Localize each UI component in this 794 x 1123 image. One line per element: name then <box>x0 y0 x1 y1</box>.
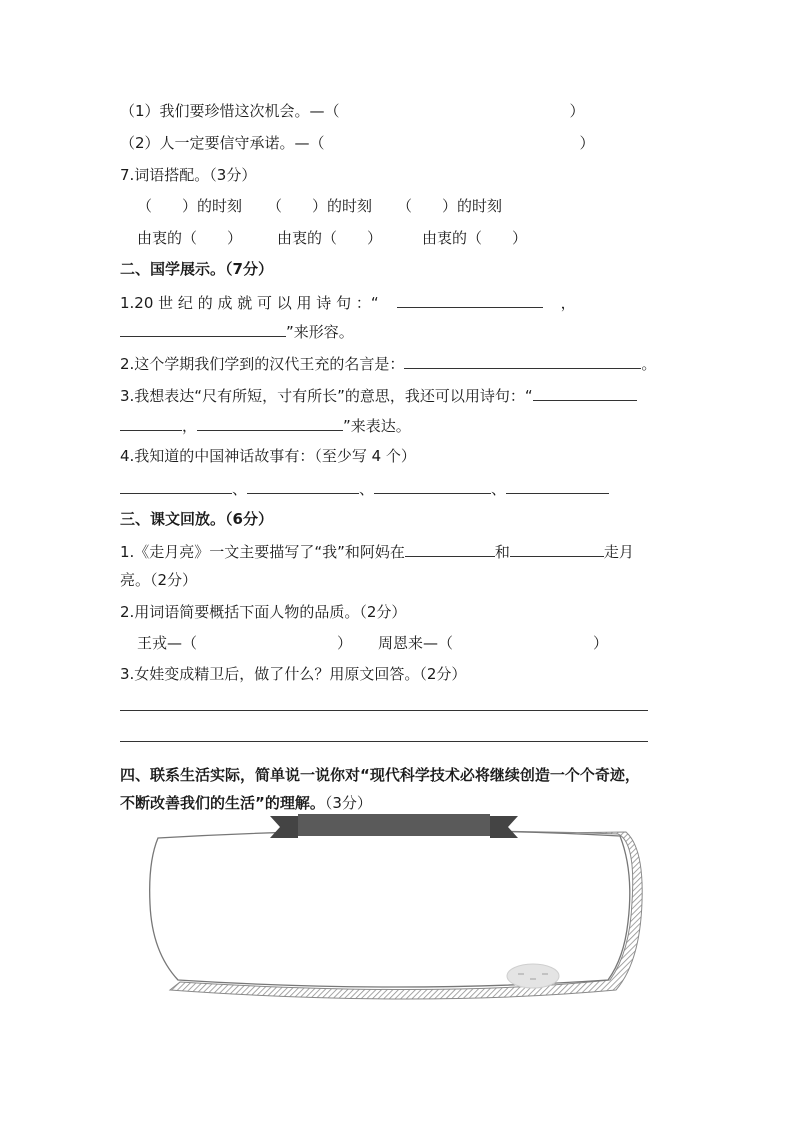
q7-title: 7.词语搭配。（3分） <box>120 166 257 184</box>
q6-item-1-close: ） <box>569 102 585 120</box>
s3-q1-and: 和 <box>494 543 510 561</box>
q7-row2-item-2[interactable]: 由衷的（ ） <box>277 229 383 247</box>
s2-q4-blank-2[interactable] <box>247 477 359 494</box>
s2-q3-text: 3.我想表达“尺有所短，寸有所长”的意思，我还可以用诗句：“ <box>120 387 533 405</box>
q6-item-2 <box>120 133 595 153</box>
s3-q2-zhouenlai: 周恩来—（ <box>378 634 454 652</box>
s2-q4-sep-2: 、 <box>359 480 375 498</box>
s3-q1-line-2: 亮。（2分） <box>120 571 198 589</box>
q6-item-1 <box>120 101 585 121</box>
s2-q3-suffix: ”来表达。 <box>343 417 411 435</box>
q7-row1-item-1[interactable]: （ ）的时刻 <box>137 197 243 215</box>
s2-q2-blank[interactable] <box>404 352 641 369</box>
s2-q4-blank-1[interactable] <box>120 477 232 494</box>
s3-q3: 3.女娃变成精卫后，做了什么？用原文回答。（2分） <box>120 665 467 683</box>
s2-q1-blank-1[interactable] <box>397 291 543 308</box>
s2-q1-blank-2[interactable] <box>120 320 286 337</box>
s2-q4-sep-3: 、 <box>491 480 507 498</box>
s2-q1-suffix: ”来形容。 <box>286 323 354 341</box>
q7-row1-item-2[interactable]: （ ）的时刻 <box>267 197 373 215</box>
s3-q1-suffix: 走月 <box>603 543 634 561</box>
s2-q1-comma: ， <box>560 294 576 312</box>
section-4-prompt: 不断改善我们的生活”的理解。 <box>120 794 325 812</box>
s2-q1-line-2 <box>120 320 354 342</box>
s2-q4-blank-4[interactable] <box>506 477 609 494</box>
s3-q2: 2.用词语简要概括下面人物的品质。（2分） <box>120 603 407 621</box>
s3-q1-text: 1.《走月亮》一文主要描写了“我”和阿妈在 <box>120 543 405 561</box>
s2-q1-text: 1.20 世 纪 的 成 就 可 以 用 诗 句 ：“ <box>120 294 379 312</box>
s3-q2-wangrong: 王戎—（ <box>137 634 198 652</box>
s2-q4: 4.我知道的中国神话故事有：（至少写 4 个） <box>120 447 416 465</box>
s2-q4-sep-1: 、 <box>232 480 248 498</box>
s2-q3-line-2 <box>120 414 411 436</box>
s3-q1-line-1 <box>120 540 634 562</box>
ribbon-right-tail <box>490 816 518 838</box>
q7-row-2 <box>137 228 527 248</box>
frame-border <box>150 830 630 987</box>
section-2-title: 二、国学展示。（7分） <box>120 260 273 278</box>
q6-item-2-text: （2）人一定要信守承诺。—（ <box>120 134 325 152</box>
s2-q3-blank-2[interactable] <box>120 414 182 431</box>
s3-q3-answer-line-1[interactable] <box>120 710 648 711</box>
q7-row1-item-3[interactable]: （ ）的时刻 <box>397 197 503 215</box>
s2-q2-text: 2.这个学期我们学到的汉代王充的名言是： <box>120 355 405 373</box>
s3-q3-answer-line-2[interactable] <box>120 741 648 742</box>
s2-q2 <box>120 352 656 374</box>
s2-q3-line-1 <box>120 384 637 406</box>
answer-frame-drawing <box>140 812 650 1012</box>
section-3-title: 三、课文回放。（6分） <box>120 510 273 528</box>
s2-q4-blank-3[interactable] <box>374 477 491 494</box>
answer-frame[interactable] <box>140 812 650 1012</box>
q7-row2-item-1[interactable]: 由衷的（ ） <box>137 229 243 247</box>
s3-q2-zhouenlai-close: ） <box>593 634 609 652</box>
q6-item-2-close: ） <box>579 134 595 152</box>
s2-q3-blank-3[interactable] <box>197 414 343 431</box>
q7-row2-item-3[interactable]: 由衷的（ ） <box>422 229 528 247</box>
s3-q1-blank-1[interactable] <box>405 540 495 557</box>
s2-q3-blank-1[interactable] <box>533 384 637 401</box>
ribbon-banner <box>298 814 490 836</box>
s2-q2-end: 。 <box>641 355 657 373</box>
s2-q3-comma: ， <box>182 417 198 435</box>
s3-q1-blank-2[interactable] <box>510 540 604 557</box>
q7-row-1 <box>137 196 502 216</box>
section-4-title-line-1: 四、联系生活实际，简单说一说你对“现代科学技术必将继续创造一个个奇迹， <box>120 766 640 784</box>
s3-q2-wangrong-close: ） <box>337 634 353 652</box>
q6-item-1-text: （1）我们要珍惜这次机会。—（ <box>120 102 340 120</box>
s3-q2-answers <box>137 633 608 653</box>
s2-q1-line-1 <box>120 291 576 313</box>
section-4-title-line-2 <box>120 793 372 813</box>
ribbon-left-tail <box>270 816 298 838</box>
seal-ornament <box>507 964 559 988</box>
s2-q4-answers <box>120 477 609 499</box>
section-4-score: （3分） <box>324 794 372 812</box>
